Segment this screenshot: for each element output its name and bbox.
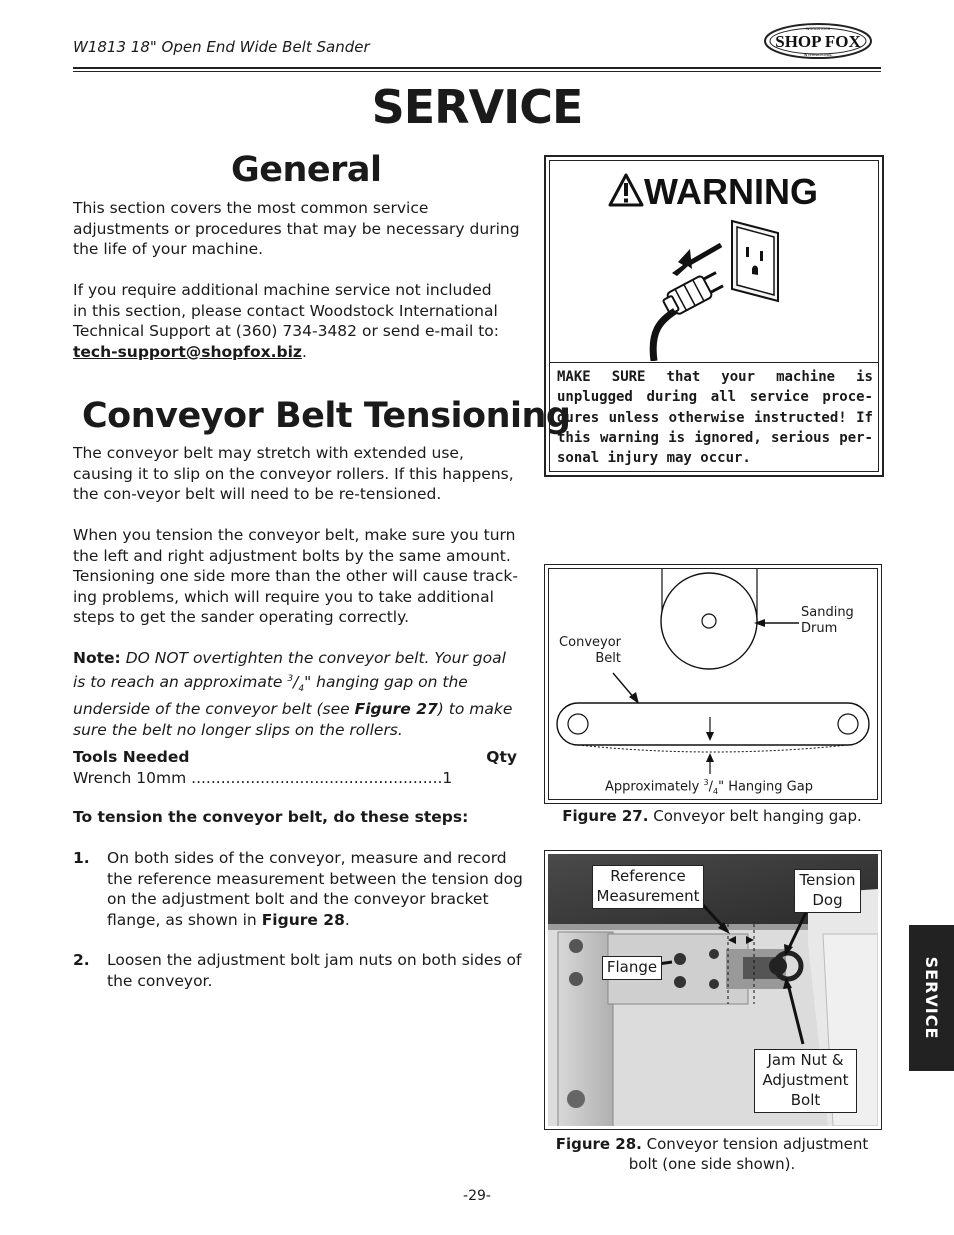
steps-heading: To tension the conveyor belt, do these steps: (73, 808, 469, 826)
figure-28 (544, 850, 882, 1130)
header-rule-thin (73, 71, 881, 72)
label-conveyor-belt: Conveyor Belt (559, 635, 621, 666)
support-email-link[interactable]: tech-support@shopfox.biz (73, 342, 302, 361)
tool-row: Wrench 10mm ...................................................1 (73, 768, 453, 787)
shop-fox-logo (764, 23, 872, 59)
callout-jam-nut-bolt: Jam Nut & Adjustment Bolt (754, 1049, 857, 1113)
conveyor-belt (557, 703, 869, 745)
step-text: On both sides of the conveyor, measure and record the reference measurement between the tension dog on the adjustment bolt and the conveyor bracket flange, as shown in Figure 28. (107, 849, 523, 929)
general-section (73, 198, 523, 362)
header-title: W1813 18" Open End Wide Belt Sander (73, 38, 370, 56)
note-text-mid: " hanging gap on the underside of the conveyor belt (see (73, 672, 468, 719)
figure-27-caption: Figure 27. Conveyor belt hanging gap. (562, 807, 862, 825)
warning-divider (550, 362, 878, 363)
callout-flange: Flange (602, 956, 662, 980)
general-heading: General (231, 150, 382, 190)
svg-text:WOODSTOCK: WOODSTOCK (805, 27, 831, 31)
callout-reference-measurement: Reference Measurement (592, 865, 704, 909)
general-para-1: This section covers the most common service adjustments or procedures that may be necessary during the life of your machine. (73, 199, 520, 258)
label-sanding-drum: Sanding Drum (801, 605, 854, 636)
step-figure-ref: Figure 28 (261, 910, 345, 929)
note-label: Note: (73, 649, 121, 667)
general-para-2-line-3: Technical Support at (360) 734-3482 or send e-mail to: (73, 322, 499, 340)
note-text-post: ) to make sure the belt no longer slips on the rollers. (73, 700, 513, 739)
qty-heading: Qty (486, 748, 517, 766)
step-number: 1. (73, 849, 90, 867)
step-2 (73, 950, 527, 995)
page-title: SERVICE (371, 80, 583, 134)
note-text-pre: DO NOT overtighten the conveyor belt. Your goal is to reach an approximate (73, 649, 506, 691)
general-para-2-line-1: If you require additional machine service not included (73, 281, 492, 299)
belt-gap-diagram (549, 569, 877, 799)
conveyor-para-1: The conveyor belt may stretch with extended use, causing it to slip on the conveyor rollers. If this happens, the con-veyor belt will need to be re-tensioned. (73, 444, 514, 503)
note-frac-den: 4 (298, 683, 305, 694)
step-1 (73, 848, 527, 933)
tools-heading: Tools Needed (73, 748, 190, 766)
figure-28-caption: Figure 28. Conveyor tension adjustment bolt (one side shown). (555, 1135, 869, 1173)
side-tab-label: SERVICE (922, 956, 941, 1040)
warning-title-text: WARNING (644, 171, 818, 212)
page-number: -29- (463, 1188, 491, 1204)
step-number: 2. (73, 951, 90, 969)
general-para-2-line-2: in this section, please contact Woodstock International (73, 301, 498, 320)
conveyor-para-2: When you tension the conveyor belt, make sure you turn the left and right adjustment bolts by the same amount. Tensioning one side more than the other will cause track-ing problems, which will require you to take additional steps to get the sander operating correctly. (73, 526, 518, 626)
note-figure-ref: Figure 27 (354, 700, 438, 719)
conveyor-heading: Conveyor Belt Tensioning (82, 396, 571, 436)
conveyor-section (73, 443, 523, 740)
email-suffix: . (301, 342, 307, 361)
tools-table (73, 747, 517, 788)
step-text: Loosen the adjustment bolt jam nuts on both sides of the conveyor. (107, 951, 522, 990)
conveyor-note: Note: DO NOT overtighten the conveyor belt. Your goal is to reach an approximate $^3/_4$" hanging gap on the underside of the conveyor belt (see Figure 27) to make sure the belt no longer slips on the rollers. (73, 649, 513, 739)
conveyor-tension-photo (548, 854, 878, 1126)
section-side-tab (909, 925, 954, 1071)
callout-tension-dog: Tension Dog (794, 869, 861, 913)
svg-text:SHOP FOX: SHOP FOX (775, 32, 861, 51)
svg-text:INTERNATIONAL: INTERNATIONAL (803, 53, 833, 57)
unplug-illustration (550, 161, 878, 361)
note-frac-num: 3 (287, 673, 294, 684)
figure-27 (544, 564, 882, 804)
header-rule (73, 67, 881, 69)
warning-text: MAKE SURE that your machine is unplugged during all service proce-dures unless otherwise instructed! If this warning is ignored, serious per-sonal injury may occur. (557, 369, 873, 467)
warning-box (544, 155, 884, 477)
label-hanging-gap: Approximately $^3/_4$" Hanging Gap (605, 778, 813, 796)
